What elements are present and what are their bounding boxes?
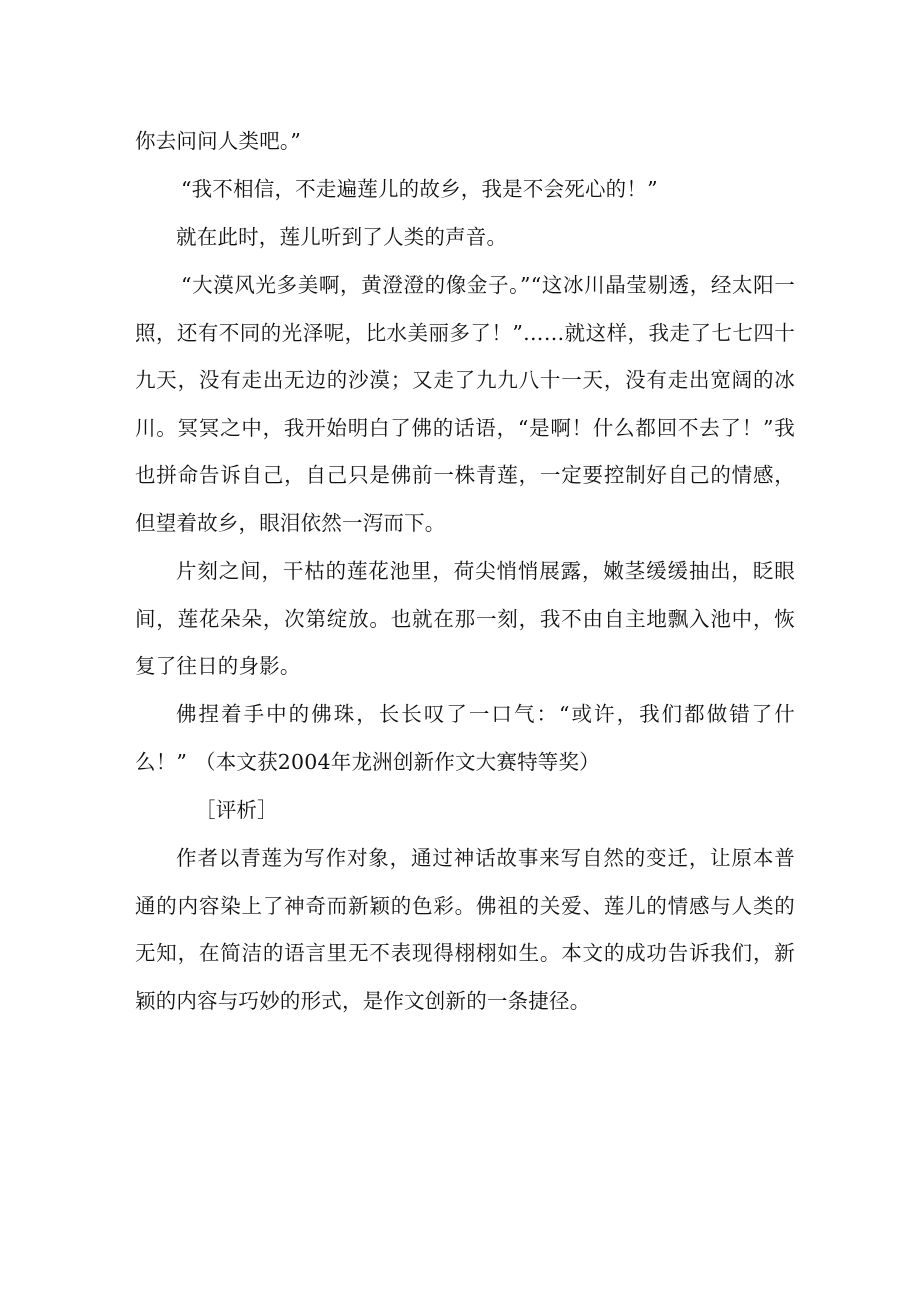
award-note: （本文获2004年龙洲创新作文大赛特等奖） xyxy=(195,750,600,774)
commentary-paragraph: 作者以青莲为写作对象，通过神话故事来写自然的变迁，让原本普通的内容染上了神奇而新颖的色彩。佛祖的关爱、莲儿的情感与人类的无知，在简洁的语言里无不表现得栩栩如生。本文的成功告诉我们，新颖的内容与巧妙的形式，是作文创新的一条捷径。 xyxy=(135,846,795,1013)
paragraph-journey: “大漠风光多美啊，黄澄澄的像金子。”“这冰川晶莹剔透，经太阳一照，还有不同的光泽呢，比水美丽多了！”……就这样，我走了七七四十九天，没有走出无边的沙漠；又走了九九八十一天，没有走出宽阔的冰川。冥冥之中，我开始明白了佛的话语，“是啊！什么都回不去了！”我也拼命告诉自己，自己只是佛前一株青莲，一定要控制好自己的情感，但望着故乡，眼泪依然一泻而下。 xyxy=(135,273,795,535)
paragraph-lotus-bloom: 片刻之间，干枯的莲花池里，荷尖悄悄展露，嫩茎缓缓抽出，眨眼间，莲花朵朵，次第绽放。也就在那一刻，我不由自主地飘入池中，恢复了往日的身影。 xyxy=(135,559,795,679)
paragraph-human-voice: 就在此时，莲儿听到了人类的声音。 xyxy=(176,225,508,249)
commentary-heading: ［评析］ xyxy=(195,798,278,822)
paragraph-buddha-sigh: 佛捏着手中的佛珠，长长叹了一口气：“或许，我们都做错了什么！” xyxy=(135,702,795,774)
paragraph-continuation: 你去问问人类吧。” xyxy=(135,129,302,153)
paragraph-quote-disbelief: “我不相信，不走遍莲儿的故乡，我是不会死心的！” xyxy=(181,177,658,201)
